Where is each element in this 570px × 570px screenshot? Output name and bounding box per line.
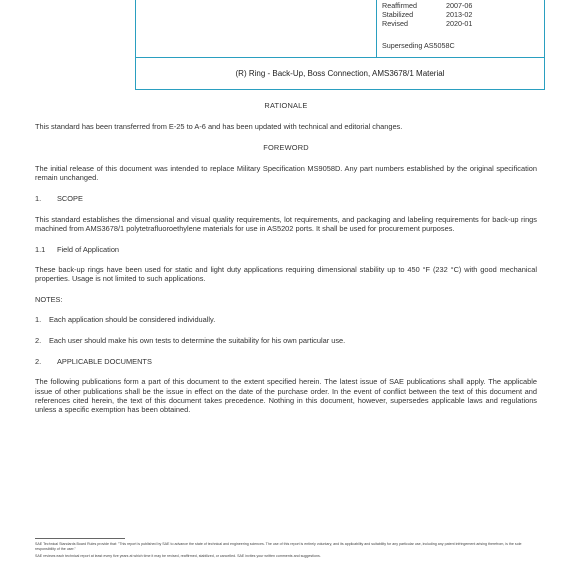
field-text: These back-up rings have been used for static and light duty applications requiring dimensional stability up to 450 °F (232 °C) with good mechanical properties. Usage is not limited to such applications. xyxy=(35,264,537,283)
scope-text: This standard establishes the dimensional and visual quality requirements, lot requirements, and packaging and labeling requirements for back-up rings machined from AMS3678/1 polytetrafluoroethylene materials for use in AS5202 ports. It shall be used for procurement purposes. xyxy=(35,214,537,233)
date-label: Revised xyxy=(382,19,408,29)
date-row xyxy=(382,1,472,10)
footer-review-text: SAE reviews each technical report at least every five years at which time it may be revised, reaffirmed, stabilized, or cancelled. SAE invites your written comments and suggestions. xyxy=(35,554,321,559)
field-heading xyxy=(35,245,537,254)
superseding-note: Superseding AS5058C xyxy=(382,41,455,50)
section-number: 1. xyxy=(35,194,42,204)
notes-heading: NOTES: xyxy=(35,295,63,305)
note-number: 2. xyxy=(35,336,42,346)
section-number: 2. xyxy=(35,357,42,367)
date-value: 2020-01 xyxy=(446,19,473,29)
date-value: 2007-06 xyxy=(446,1,473,10)
footer-divider xyxy=(35,538,125,539)
revision-dates xyxy=(382,1,472,29)
rationale-heading: RATIONALE xyxy=(264,101,308,110)
note-item xyxy=(35,336,537,345)
note-item xyxy=(35,315,537,324)
document-header xyxy=(135,0,545,90)
applicable-text: The following publications form a part of this document to the extent specified herein. The latest issue of SAE publications shall apply. The applicable issue of other publications shall be the issue in effect on the date of the purchase order. In the event of conflict between the text of this document and references cited herein, the text of this document takes precedence. Nothing in this document, however, supersedes applicable laws and regulations unless a specific exemption has been obtained. xyxy=(35,377,537,414)
footer-rules-text: SAE Technical Standards Board Rules provide that: "This report is published by SAE to advance the state of technical and engineering sciences. The use of this report is entirely voluntary, and its applicability and suitability for any particular use, including any patent infringement arising therefrom, is the sole responsibility of the user." xyxy=(35,542,522,551)
note-text: Each user should make his own tests to determine the suitability for his own particular use. xyxy=(49,336,346,346)
section-title: SCOPE xyxy=(57,194,83,204)
section-title: Field of Application xyxy=(57,244,120,254)
date-value: 2013-02 xyxy=(446,10,473,20)
date-row xyxy=(382,19,472,28)
rationale-text: This standard has been transferred from E-25 to A-6 and has been updated with technical and editorial changes. xyxy=(35,122,403,132)
foreword-text: The initial release of this document was intended to replace Military Specification MS9058D. Any part numbers established by the original specification remain unchanged. xyxy=(35,164,537,183)
footer-notice xyxy=(35,542,537,562)
date-row xyxy=(382,10,472,19)
date-label: Stabilized xyxy=(382,10,414,20)
section-title: APPLICABLE DOCUMENTS xyxy=(57,357,152,367)
note-text: Each application should be considered individually. xyxy=(49,315,216,325)
document-title: (R) Ring - Back-Up, Boss Connection, AMS3678/1 Material xyxy=(235,68,445,78)
document-body xyxy=(35,101,537,426)
logo-placeholder xyxy=(0,0,135,4)
header-divider xyxy=(376,0,377,57)
note-number: 1. xyxy=(35,315,42,325)
applicable-heading xyxy=(35,357,537,366)
scope-heading xyxy=(35,194,537,203)
section-number: 1.1 xyxy=(35,244,46,254)
foreword-heading: FOREWORD xyxy=(263,143,309,153)
date-label: Reaffirmed xyxy=(382,1,418,10)
